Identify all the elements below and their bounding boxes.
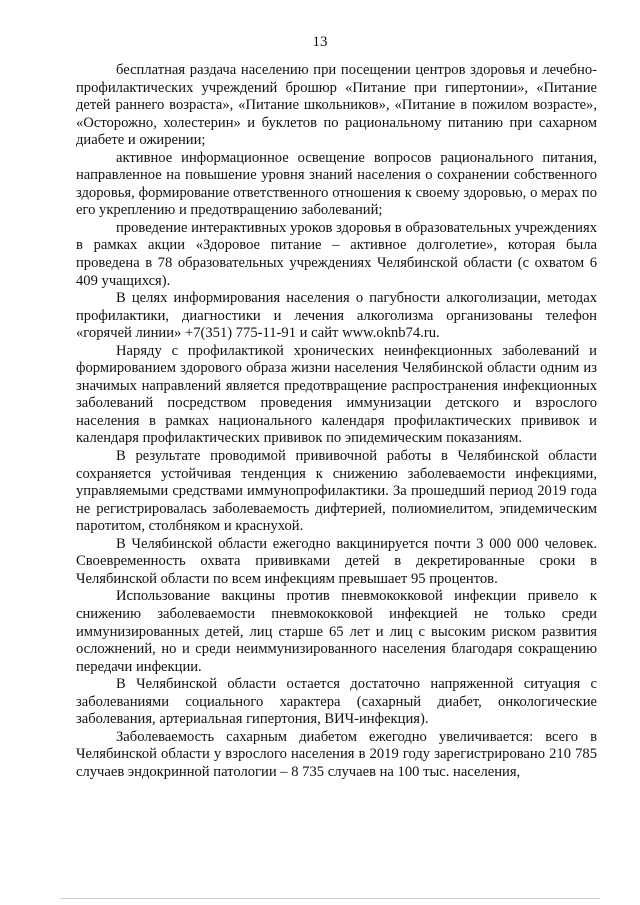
paragraph: бесплатная раздача населению при посещении центров здоровья и лечебно-профилактических учреждений брошюр «Питание при гипертонии», «Питание детей раннего возраста», «Питание школьников», «Питание в пожилом возрасте», «Осторожно, холестерин» и буклетов по рациональному питанию при сахарном диабете и ожирении; (76, 62, 597, 149)
paragraph: В Челябинской области остается достаточно напряженной ситуация с заболеваниями социального характера (сахарный диабет, онкологические заболевания, артериальная гипертония, ВИЧ-инфекция). (76, 676, 597, 728)
page-number: 13 (312, 34, 328, 50)
paragraph: В результате проводимой прививочной работы в Челябинской области сохраняется устойчивая тенденция к снижению заболеваемости инфекциями, управляемыми средствами иммунопрофилактики. За прошедший период 2019 года не регистрировалась заболеваемость дифтерией, полиомиелитом, эпидемическим паротитом, столбняком и краснухой. (76, 448, 597, 535)
page-bottom-divider (60, 898, 600, 899)
paragraph: В целях информирования населения о пагубности алкоголизации, методах профилактики, диагностики и лечения алкоголизма организованы телефон «горячей линии» +7(351) 775-11-91 и сайт www.oknb74.ru. (76, 290, 597, 342)
paragraph: Использование вакцины против пневмококковой инфекции привело к снижению заболеваемости пневмококковой инфекцией не только среди иммунизированных детей, лиц старше 65 лет и лиц с высоким риском развития осложнений, но и среди неиммунизированного населения благодаря сокращению передачи инфекции. (76, 588, 597, 675)
document-body (76, 62, 597, 781)
paragraph: Наряду с профилактикой хронических неинфекционных заболеваний и формированием здорового образа жизни населения Челябинской области одним из значимых направлений является предотвращение распространения инфекционных заболеваний посредством проведения иммунизации детского и взрослого населения в рамках национального календаря профилактических прививок и календаря профилактических прививок по эпидемическим показаниям. (76, 342, 597, 447)
paragraph: проведение интерактивных уроков здоровья в образовательных учреждениях в рамках акции «Здоровое питание – активное долголетие», которая была проведена в 78 образовательных учреждениях Челябинской области (с охватом 6 409 учащихся). (76, 219, 597, 289)
paragraph: В Челябинской области ежегодно вакцинируется почти 3 000 000 человек. Своевременность охвата прививками детей в декретированные сроки в Челябинской области по всем инфекциям превышает 95 процентов. (76, 535, 597, 587)
paragraph: Заболеваемость сахарным диабетом ежегодно увеличивается: всего в Челябинской области у взрослого населения в 2019 году зарегистрировано 210 785 случаев эндокринной патологии – 8 735 случаев на 100 тыс. населения, (76, 728, 597, 780)
paragraph: активное информационное освещение вопросов рационального питания, направленное на повышение уровня знаний населения о сохранении собственного здоровья, формирование ответственного отношения к своему здоровью, о мерах по его укреплению и предотвращению заболеваний; (76, 149, 597, 219)
